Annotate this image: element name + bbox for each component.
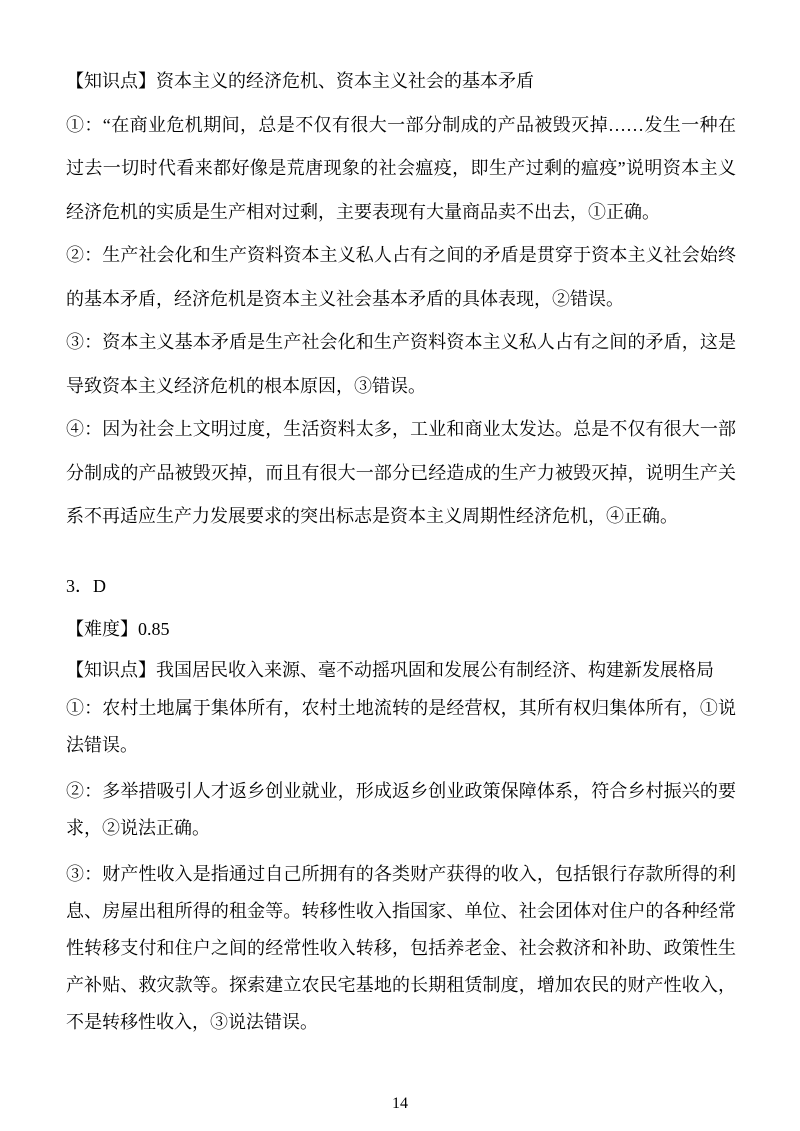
explanation-point-2: ②：生产社会化和生产资料资本主义私人占有之间的矛盾是贯穿于资本主义社会始终的基本矛盾，经济危机是资本主义社会基本矛盾的具体表现，②错误。 [66, 245, 736, 309]
explanation-point-3: ③：财产性收入是指通过自己所拥有的各类财产获得的收入，包括银行存款所得的利息、房屋出租所得的租金等。转移性收入指国家、单位、社会团体对住户的各种经常性转移支付和住户之间的经常性收入转移，包括养老金、社会救济和补助、政策性生产补贴、救灾款等。探索建立农民宅基地的长期租赁制度，增加农民的财产性收入，不是转移性收入，③说法错误。 [66, 863, 736, 1032]
question-3-explanation [66, 565, 736, 1041]
explanation-point-3: ③：资本主义基本矛盾是生产社会化和生产资料资本主义私人占有之间的矛盾，这是导致资本主义经济危机的根本原因，③错误。 [66, 332, 736, 396]
knowledge-point-heading: 【知识点】我国居民收入来源、毫不动摇巩固和发展公有制经济、构建新发展格局 [66, 659, 714, 680]
page-number: 14 [392, 1095, 408, 1112]
question-2-explanation [66, 60, 736, 539]
explanation-point-4: ④：因为社会上文明过度，生活资料太多，工业和商业太发达。总是不仅有很大一部分制成的产品被毁灭掉，而且有很大一部分已经造成的生产力被毁灭掉，说明生产关系不再适应生产力发展要求的突出标志是资本主义周期性经济危机，④正确。 [66, 419, 736, 526]
answer-line: 3．D [66, 575, 106, 596]
explanation-point-2: ②：多举措吸引人才返乡创业就业，形成返乡创业政策保障体系，符合乡村振兴的要求，②说法正确。 [66, 780, 736, 838]
difficulty-line: 【难度】0.85 [66, 618, 170, 639]
explanation-point-1: ①：农村土地属于集体所有，农村土地流转的是经营权，其所有权归集体所有，①说法错误。 [66, 697, 736, 755]
explanation-point-1: ①：“在商业危机期间，总是不仅有很大一部分制成的产品被毁灭掉……发生一种在过去一切时代看来都好像是荒唐现象的社会瘟疫，即生产过剩的瘟疫”说明资本主义经济危机的实质是生产相对过剩，主要表现有大量商品卖不出去，①正确。 [66, 114, 736, 222]
knowledge-point-heading: 【知识点】资本主义的经济危机、资本主义社会的基本矛盾 [66, 71, 534, 91]
